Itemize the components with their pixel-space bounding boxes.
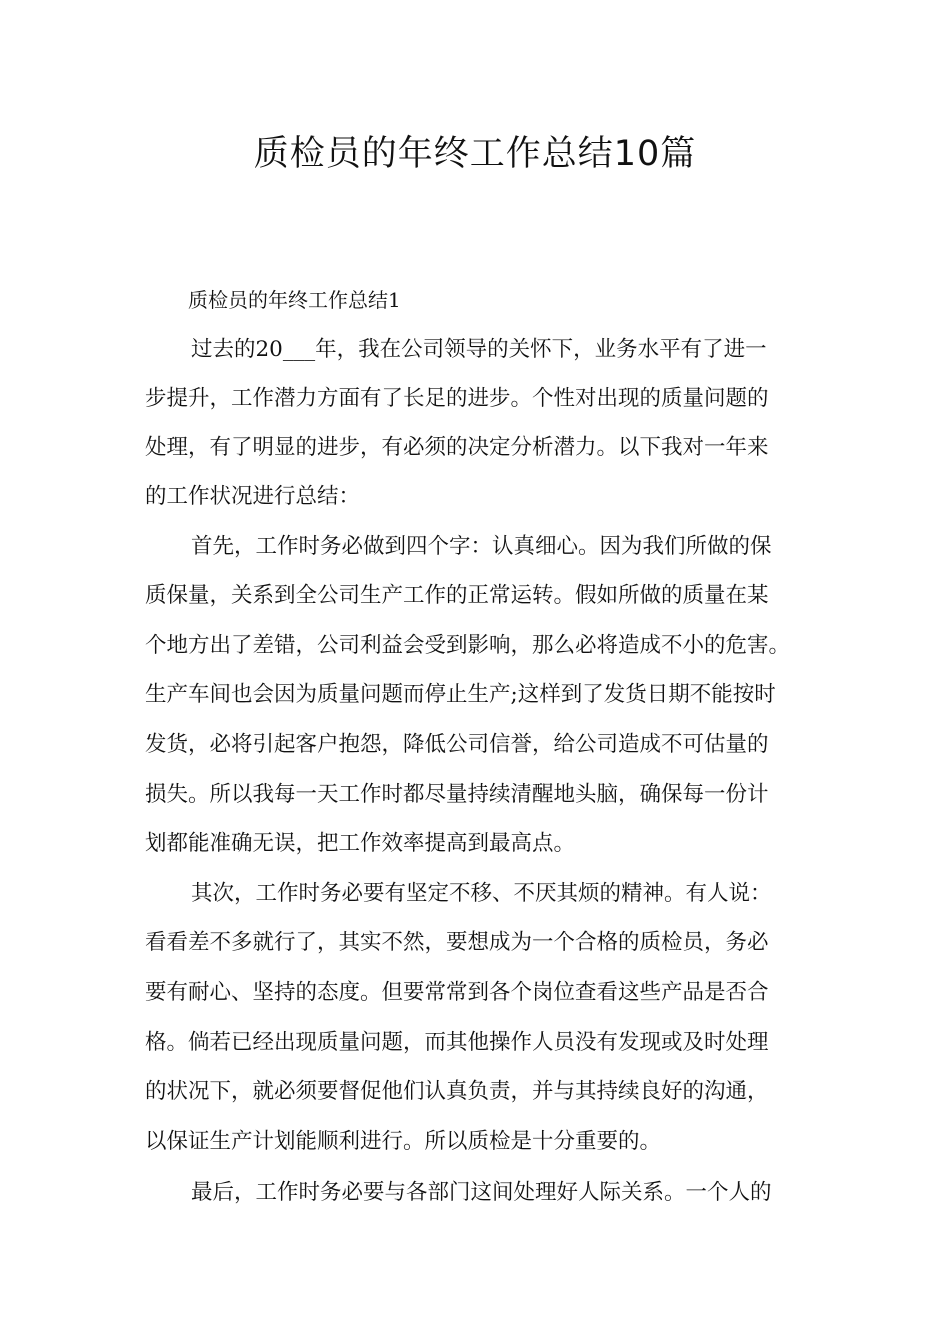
paragraph-line: 要有耐心、坚持的态度。但要常常到各个岗位查看这些产品是否合 (145, 980, 769, 1005)
paragraph-line: 过去的20___年，我在公司领导的关怀下，业务水平有了进一 (191, 337, 767, 362)
paragraph-line: 个地方出了差错，公司利益会受到影响，那么必将造成不小的危害。 (145, 633, 791, 658)
section-heading: 质检员的年终工作总结1 (188, 288, 401, 312)
paragraph-line: 首先，工作时务必做到四个字：认真细心。因为我们所做的保 (191, 534, 772, 559)
paragraph-line: 的状况下，就必须要督促他们认真负责，并与其持续良好的沟通， (145, 1079, 769, 1104)
paragraph-line: 其次，工作时务必要有坚定不移、不厌其烦的精神。有人说： (191, 881, 772, 906)
paragraph-line: 处理，有了明显的进步，有必须的决定分析潜力。以下我对一年来 (145, 435, 769, 460)
paragraph-line: 生产车间也会因为质量问题而停止生产;这样到了发货日期不能按时 (145, 682, 776, 707)
paragraph-line: 以保证生产计划能顺利进行。所以质检是十分重要的。 (145, 1129, 662, 1154)
paragraph-line: 发货，必将引起客户抱怨，降低公司信誉，给公司造成不可估量的 (145, 732, 769, 757)
paragraph-line: 步提升，工作潜力方面有了长足的进步。个性对出现的质量问题的 (145, 386, 769, 411)
paragraph-line: 格。倘若已经出现质量问题，而其他操作人员没有发现或及时处理 (145, 1030, 769, 1055)
paragraph-line: 看看差不多就行了，其实不然，要想成为一个合格的质检员，务必 (145, 930, 769, 955)
paragraph-line: 的工作状况进行总结： (145, 484, 361, 509)
paragraph-line: 最后，工作时务必要与各部门这间处理好人际关系。一个人的 (191, 1180, 772, 1205)
document-title: 质检员的年终工作总结10篇 (253, 134, 697, 174)
paragraph-line: 划都能准确无误，把工作效率提高到最高点。 (145, 831, 576, 856)
paragraph-line: 损失。所以我每一天工作时都尽量持续清醒地头脑，确保每一份计 (145, 782, 769, 807)
paragraph-line: 质保量，关系到全公司生产工作的正常运转。假如所做的质量在某 (145, 583, 769, 608)
